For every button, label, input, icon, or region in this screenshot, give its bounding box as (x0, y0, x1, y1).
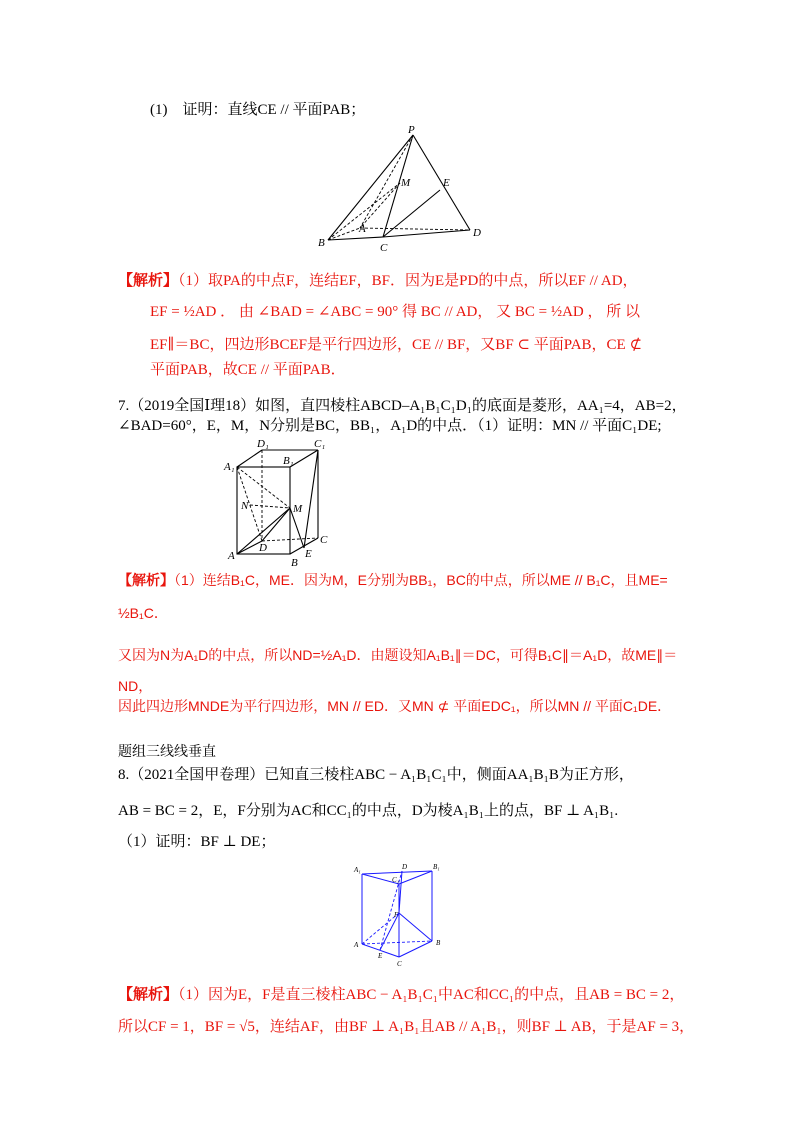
q7-solution-line-2: ½B₁C． (118, 605, 168, 621)
label-B: B (436, 939, 441, 947)
label-N: N (241, 500, 249, 512)
q8-solution-line-1: 【解析】（1）因为E，F是直三棱柱ABC − A₁B₁C₁中AC和CC₁的中点，且AB = BC = 2， (118, 987, 685, 1003)
label-D: D (259, 542, 267, 554)
triangular-prism-figure (350, 860, 460, 970)
label-E: E (378, 952, 383, 960)
label-B: B (318, 237, 325, 249)
q7-solution-line-1: 【解析】（1）连结B₁C，ME．因为M，E分别为BB₁，BC的中点，所以ME // B₁C，且ME= (118, 572, 668, 588)
q7-solution-line-4: ND， (118, 678, 153, 694)
label-E: E (443, 177, 450, 189)
label-A: A (228, 550, 235, 562)
q8-stem-line-2: AB = BC = 2，E，F分别为AC和CC₁的中点，D为棱A₁B₁上的点，BF ⊥ A₁B₁. (118, 803, 619, 819)
q6-solution-line-4: 平面PAB，故CE // 平面PAB． (150, 362, 346, 378)
label-D: D (473, 227, 481, 239)
label-A: A (354, 941, 359, 949)
label-A1: A₁ (354, 866, 361, 874)
label-P: P (408, 124, 415, 136)
label-C1: C₁ (314, 438, 326, 450)
q6-solution-line-1: 【解析】（1）取PA的中点F，连结EF，BF．因为E是PD的中点，所以EF // AD， (118, 273, 638, 289)
label-D: D (402, 863, 408, 871)
q8-stem-line-1: 8.（2021全国甲卷理）已知直三棱柱ABC − A₁B₁C₁中，侧面AA₁B₁B为正方形， (118, 767, 634, 783)
label-C1: C₁ (392, 876, 400, 884)
q7-stem-line-1: 7.（2019全国Ⅰ理18）如图，直四棱柱ABCD–A₁B₁C₁D₁的底面是菱形，AA₁=4，AB=2， (118, 398, 687, 414)
q6-solution-line-3: EF∥＝BC，四边形BCEF是平行四边形，CE // BF，又BF ⊂ 平面PAB，CE ⊄ (150, 337, 643, 353)
q7-solution-line-5: 因此四边形MNDE为平行四边形，MN // ED．又MN ⊄ 平面EDC₁，所以MN // 平面C₁DE． (118, 698, 672, 714)
label-A1: A₁ (224, 461, 235, 473)
label-E: E (305, 548, 312, 560)
q6-part1: (1) 证明：直线CE // 平面PAB； (150, 102, 366, 118)
label-B1: B₁ (433, 863, 440, 871)
label-M: M (293, 503, 303, 515)
label-D1: D₁ (257, 438, 269, 450)
label-B1: B₁ (283, 455, 294, 467)
prism-figure (222, 436, 342, 570)
label-B: B (291, 557, 298, 569)
q7-stem-line-2: ∠BAD=60°，E，M，N分别是BC，BB₁，A₁D的中点．（1）证明：MN // 平面C₁DE; (118, 418, 662, 434)
label-M: M (401, 177, 411, 189)
q8-stem-line-3: （1）证明：BF ⊥ DE； (118, 834, 276, 850)
label-F: F (394, 911, 399, 919)
pyramid-figure (310, 124, 510, 254)
q8-solution-line-2: 所以CF = 1，BF = √5，连结AF，由BF ⊥ A₁B₁且AB // A₁B₁，则BF ⊥ AB，于是AF = 3， (118, 1019, 695, 1035)
label-C: C (380, 242, 388, 254)
label-C: C (320, 534, 328, 546)
label-A: A (359, 223, 366, 235)
group-title: 题组三线线垂直 (118, 743, 216, 759)
label-C: C (397, 960, 402, 968)
q7-solution-line-3: 又因为N为A₁D的中点，所以ND=½A₁D．由题设知A₁B₁∥＝DC，可得B₁C∥＝A₁D，故ME∥＝ (118, 647, 678, 663)
q6-solution-line-2: EF = ½AD ． 由 ∠BAD = ∠ABC = 90° 得 BC // AD， 又 BC = ½AD ， 所 以 (150, 304, 641, 320)
